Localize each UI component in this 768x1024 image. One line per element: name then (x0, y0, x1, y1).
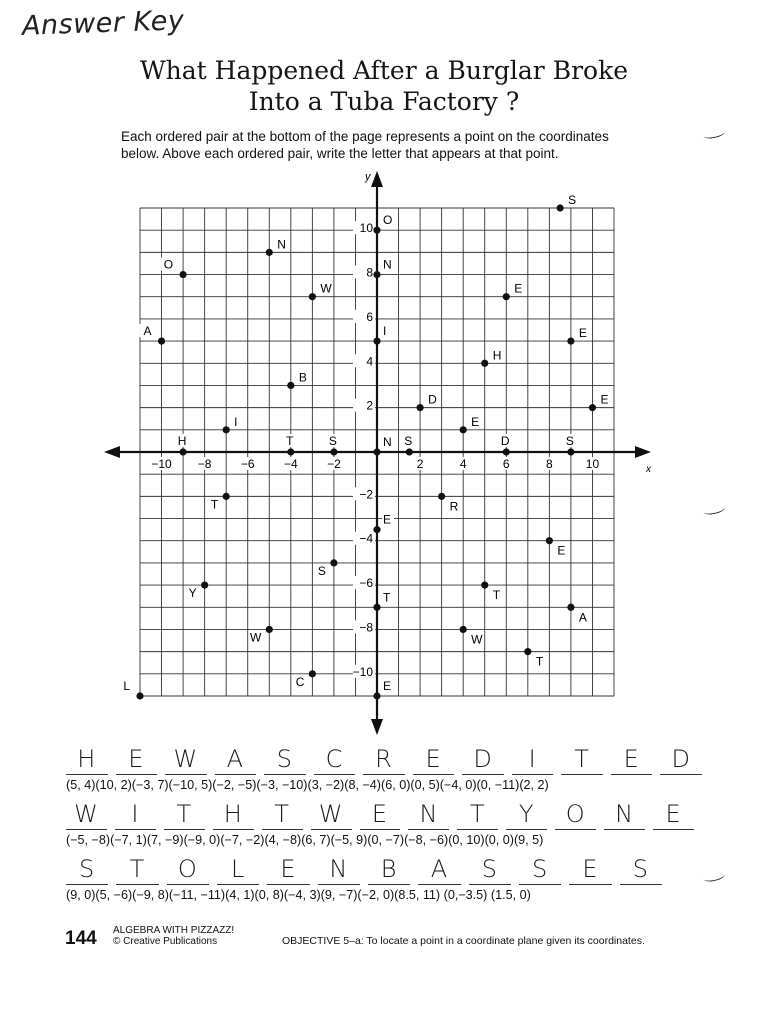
point-label: L (123, 679, 130, 693)
objective: OBJECTIVE 5–a: To locate a point in a coordinate plane given its coordinates. (282, 935, 645, 947)
point-n (373, 271, 380, 278)
y-tick-label: −6 (359, 576, 373, 591)
point-t (373, 604, 380, 611)
answer-letter: S (532, 855, 549, 883)
point-label: R (449, 499, 459, 514)
point-label: C (295, 674, 305, 689)
answer-letter: T (176, 800, 193, 828)
y-tick-label: 10 (359, 221, 373, 236)
answer-letter: E (371, 800, 389, 828)
page-number: 144 (65, 928, 97, 949)
answer-blank (165, 774, 207, 775)
answer-letter: H (223, 800, 243, 828)
point-label: T (492, 588, 501, 603)
point-h (179, 448, 186, 455)
answer-blank (262, 829, 303, 830)
point-s (557, 204, 564, 211)
point-label: Y (188, 586, 197, 601)
answer-blank (116, 884, 158, 885)
point-label: W (249, 630, 262, 645)
point-s (330, 559, 337, 566)
x-tick-label: 10 (585, 457, 600, 471)
point-label: I (234, 414, 238, 429)
point-w (309, 293, 316, 300)
point-label: T (210, 497, 219, 512)
answer-blank (555, 829, 596, 830)
answer-blank (457, 829, 498, 830)
point-label: S (317, 563, 326, 578)
point-label: B (298, 370, 307, 385)
answer-letter: W (318, 800, 344, 828)
point-n (266, 249, 273, 256)
title-line-2: Into a Tuba Factory ? (248, 87, 520, 116)
y-tick-label: 2 (366, 398, 373, 413)
point-s (330, 448, 337, 455)
point-label: A (143, 324, 152, 339)
answer-blank (408, 829, 449, 830)
point-o (179, 271, 186, 278)
point-label: S (328, 434, 337, 448)
point-label: T (383, 590, 391, 605)
answer-blank (215, 774, 257, 775)
answer-blank (462, 774, 504, 775)
book-credit (113, 925, 234, 947)
answer-blank (418, 884, 460, 885)
answer-letter: H (77, 745, 97, 773)
answer-blank (620, 884, 662, 885)
point-label: O (383, 213, 393, 228)
point-label: N (383, 435, 392, 449)
y-axis-label: y (365, 171, 371, 183)
instructions-line-2: below. Above each ordered pair, write the letter that appears at that point. (121, 146, 559, 161)
answer-letter: D (473, 745, 493, 773)
x-tick-label: −4 (283, 457, 298, 471)
answer-blank (561, 774, 603, 775)
answer-letter: E (582, 855, 599, 883)
point-e (546, 537, 553, 544)
answer-row-3 (66, 855, 706, 885)
point-e (503, 293, 510, 300)
answer-blank (611, 774, 653, 775)
point-y (201, 581, 208, 588)
answer-letter: S (79, 855, 96, 883)
point-label: E (557, 543, 566, 558)
answer-letter: D (671, 745, 691, 773)
answer-letter: L (230, 855, 246, 883)
answer-blank (512, 774, 554, 775)
answer-blank (264, 774, 306, 775)
answer-letter: S (632, 855, 649, 883)
answer-letter: Y (518, 800, 535, 828)
answer-blank (653, 829, 694, 830)
point-e (373, 526, 380, 533)
x-tick-label: −6 (240, 457, 255, 471)
y-axis-arrow-up (371, 171, 383, 187)
answer-letter: E (280, 855, 297, 883)
point-label: T (535, 654, 544, 669)
answer-blank (311, 829, 352, 830)
x-tick-label: 2 (416, 457, 424, 471)
ordered-pairs-row-2: (−5, −8)(−7, 1)(7, −9)(−9, 0)(−7, −2)(4, −8)(6, 7)(−5, 9)(0, −7)(−8, −6)(0, 10)(0, 0)(9, 5) (66, 833, 544, 847)
point-e (460, 426, 467, 433)
point-t (481, 581, 488, 588)
answer-blank (363, 774, 405, 775)
x-tick-label: 4 (459, 457, 467, 471)
answer-blank (66, 884, 108, 885)
answer-blank (314, 774, 356, 775)
y-tick-label: −4 (359, 531, 373, 546)
y-tick-label: 4 (366, 354, 373, 369)
answer-key-handwritten: Answer Key (21, 5, 185, 42)
answer-blank (167, 884, 209, 885)
point-label: S (568, 193, 577, 207)
point-i (373, 337, 380, 344)
answer-blank (360, 829, 401, 830)
y-tick-label: 6 (366, 309, 373, 324)
answer-letter: T (129, 855, 146, 883)
point-label: E (578, 326, 587, 341)
y-tick-label: −2 (359, 487, 373, 502)
x-tick-label: −10 (151, 457, 172, 471)
point-c (309, 670, 316, 677)
answer-letter: S (481, 855, 498, 883)
ordered-pairs-row-1: (5, 4)(10, 2)(−3, 7)(−10, 5)(−2, −5)(−3, −10)(3, −2)(8, −4)(6, 0)(0, 5)(−4, 0)(0, −11)(2, 2) (66, 778, 549, 792)
answer-letter: T (470, 800, 486, 828)
point-t (223, 493, 230, 500)
book-title: ALGEBRA WITH PIZZAZZ! (113, 925, 235, 936)
x-tick-label: 6 (502, 457, 510, 471)
answer-letter: C (325, 745, 344, 773)
answer-letter: A (226, 745, 245, 773)
answer-blank (66, 829, 107, 830)
answer-letter: N (329, 855, 349, 883)
answer-blank (506, 829, 547, 830)
point-e (589, 404, 596, 411)
title-line-1: What Happened After a Burglar Broke (139, 56, 629, 85)
answer-blank (413, 774, 455, 775)
y-tick-label: −8 (359, 620, 373, 635)
x-tick-label: −2 (327, 457, 341, 471)
publisher: © Creative Publications (113, 936, 218, 947)
point-label: A (578, 610, 587, 625)
answer-blank (267, 884, 309, 885)
x-axis-arrow-right (635, 446, 651, 458)
point-label: D (428, 392, 437, 407)
point-label: H (492, 348, 502, 363)
answer-blank (660, 774, 702, 775)
point-label: D (500, 434, 510, 448)
answer-letter: E (425, 745, 442, 773)
point-label: E (514, 281, 523, 296)
point-l (136, 692, 143, 699)
answer-blank (213, 829, 254, 830)
answer-letter: S (276, 745, 294, 773)
answer-letter: B (380, 855, 398, 883)
answer-blank (66, 774, 108, 775)
y-tick-label: −10 (352, 664, 373, 679)
point-label: W (471, 632, 483, 647)
point-a (567, 604, 574, 611)
answer-letter: T (274, 800, 290, 828)
answer-blank (519, 884, 561, 885)
point-label: S (404, 434, 413, 448)
point-t (287, 448, 294, 455)
point-label: E (383, 512, 392, 527)
point-label: I (383, 324, 387, 339)
answer-row-2 (66, 800, 706, 830)
point-b (287, 382, 294, 389)
point-e (373, 692, 380, 699)
answer-letter: W (173, 745, 199, 773)
answer-row-1 (66, 745, 706, 775)
answer-letter: N (615, 800, 635, 828)
point-s (406, 448, 413, 455)
y-tick-label: 8 (366, 265, 373, 280)
answer-blank (318, 884, 360, 885)
point-h (481, 360, 488, 367)
answer-blank (604, 829, 645, 830)
point-s (567, 448, 574, 455)
point-t (524, 648, 531, 655)
answer-letter: A (430, 855, 449, 883)
answer-letter: W (74, 800, 99, 828)
answer-letter: R (375, 745, 393, 773)
answer-blank (217, 884, 259, 885)
point-label: E (471, 414, 480, 429)
answer-blank (116, 774, 158, 775)
instructions-line-1: Each ordered pair at the bottom of the page represents a point on the coordinates (121, 129, 609, 144)
point-r (438, 493, 445, 500)
answer-letter: E (128, 745, 145, 773)
ordered-pairs-row-3: (9, 0)(5, −6)(−9, 8)(−11, −11)(4, 1)(0, 8)(−4, 3)(9, −7)(−2, 0)(8.5, 11) (0,−3.5) (1.5, 0) (66, 888, 531, 902)
answer-blank (368, 884, 410, 885)
answer-letter: O (565, 800, 586, 828)
point-o (373, 227, 380, 234)
point-label: E (383, 679, 392, 693)
point-d (416, 404, 423, 411)
x-axis-arrow-left (104, 446, 120, 458)
answer-letter: E (623, 745, 640, 773)
answer-letter: E (665, 800, 682, 828)
point-label: N (277, 237, 286, 252)
point-d (503, 448, 510, 455)
answer-blank (115, 829, 156, 830)
point-label: S (565, 434, 574, 448)
y-axis-arrow-down (371, 719, 383, 735)
answer-letter: O (177, 855, 198, 883)
point-n (373, 448, 380, 455)
point-i (223, 426, 230, 433)
answer-letter: N (419, 800, 439, 828)
point-label: T (286, 434, 294, 448)
x-axis-label: x (646, 464, 651, 475)
point-label: O (163, 257, 174, 272)
point-w (266, 626, 273, 633)
point-w (460, 626, 467, 633)
answer-letter: I (131, 800, 140, 828)
answer-blank (569, 884, 611, 885)
answer-blank (164, 829, 205, 830)
answer-letter: T (574, 745, 590, 773)
point-label: E (600, 392, 609, 407)
x-tick-label: −8 (197, 457, 212, 471)
point-label: N (383, 257, 392, 272)
answer-letter: I (528, 745, 537, 773)
point-label: H (177, 434, 187, 448)
point-e (567, 337, 574, 344)
x-tick-label: 8 (546, 457, 553, 471)
point-a (158, 337, 165, 344)
point-label: W (320, 281, 332, 296)
answer-blank (469, 884, 511, 885)
